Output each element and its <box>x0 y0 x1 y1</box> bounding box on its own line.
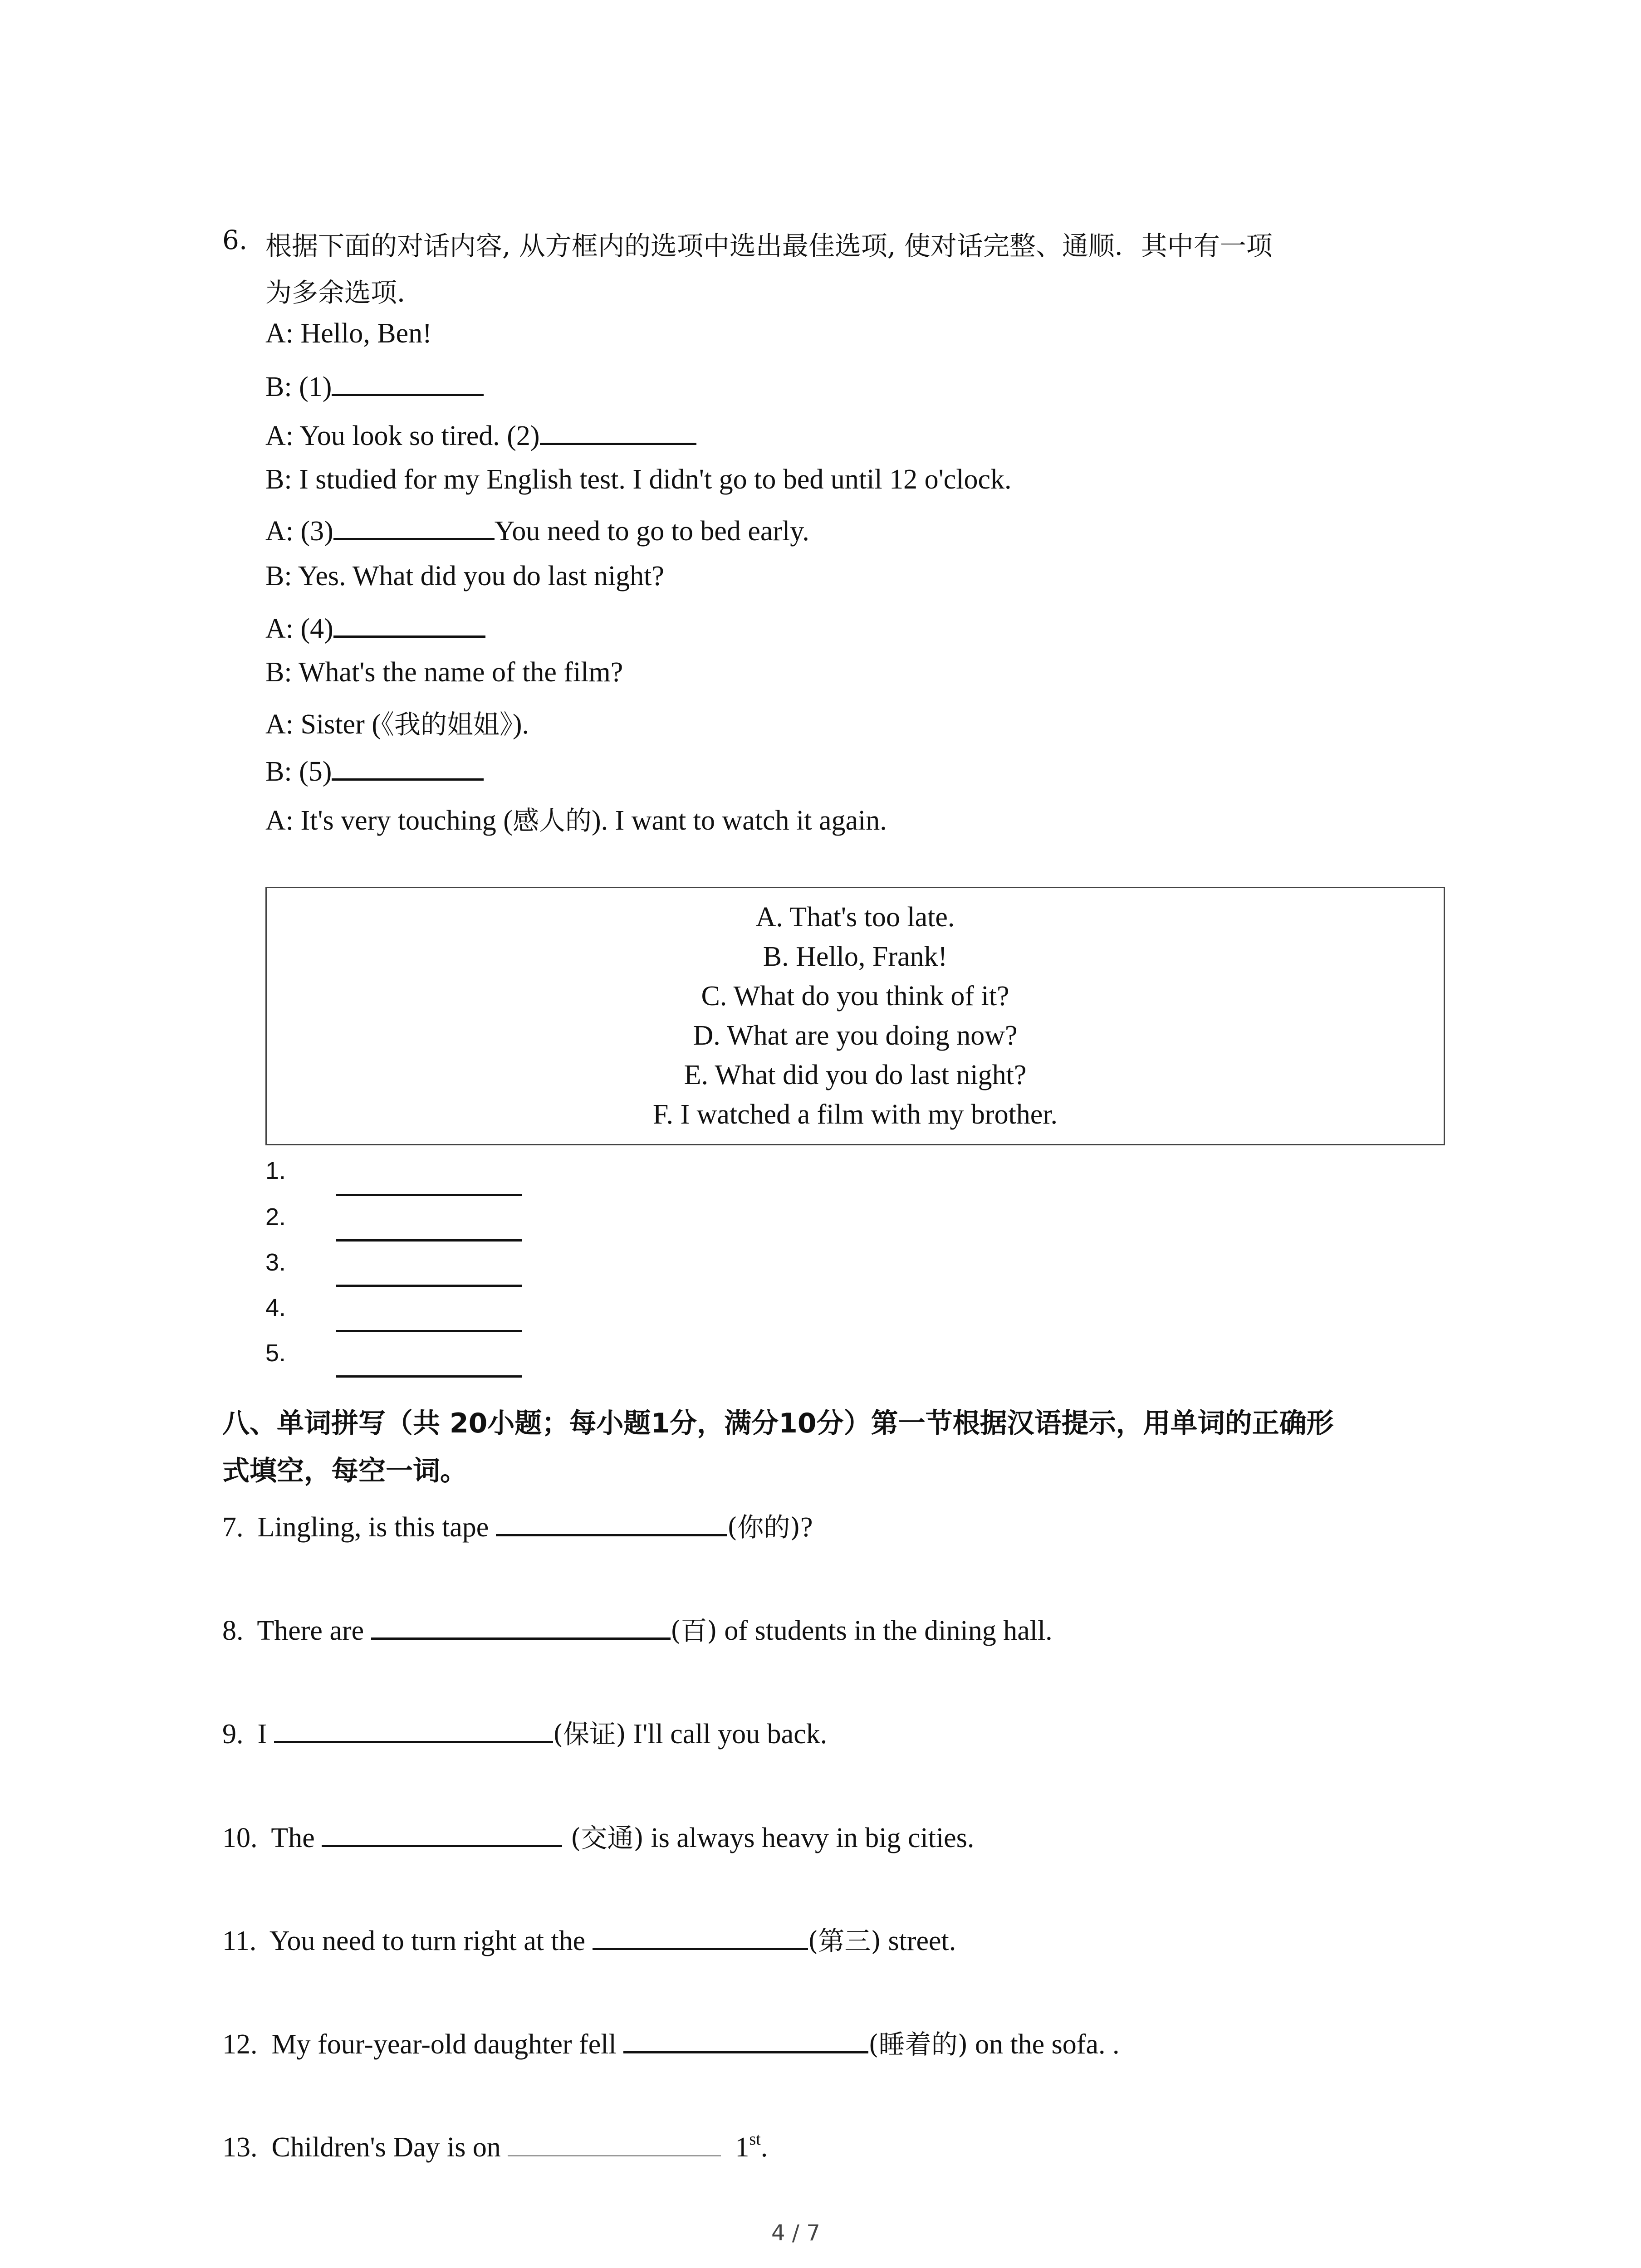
page-number: 4 / 7 <box>771 2220 820 2246</box>
dialogue-line-1: A: Hello, Ben! <box>265 318 432 349</box>
question-7: 7. Lingling, is this tape (你的)? <box>222 1506 813 1544</box>
option-a: A. That's too late. <box>755 902 955 933</box>
q6-instruction-line1: 根据下面的对话内容, 从方框内的选项中选出最佳选项, 使对话完整、通顺．其中有一项 <box>265 230 1273 261</box>
dialogue-line-9: A: Sister (《我的姐姐》). <box>265 709 529 740</box>
answer-number: 4. <box>265 1294 286 1321</box>
question-9: 9. I (保证) I'll call you back. <box>222 1713 827 1751</box>
section8-title-line2: 式填空，每空一词。 <box>222 1455 467 1487</box>
dialogue-line-7: A: (4) <box>265 610 485 645</box>
dialogue-line-11: A: It's very touching (感人的). I want to watch it again. <box>265 805 887 836</box>
option-e: E. What did you do last night? <box>684 1060 1027 1090</box>
answer-blank[interactable] <box>623 2026 868 2053</box>
dialogue-line-4: B: I studied for my English test. I didn't go to bed until 12 o'clock. <box>265 464 1012 495</box>
answer-number: 1. <box>265 1157 286 1184</box>
answer-number: 5. <box>265 1339 286 1367</box>
dialogue-line-8: B: What's the name of the film? <box>265 657 623 688</box>
dialogue-line-6: B: Yes. What did you do last night? <box>265 561 664 591</box>
question-12: 12. My four-year-old daughter fell (睡着的) on the sofa. . <box>222 2023 1119 2061</box>
q6-number: 6. <box>222 225 248 255</box>
answer-blank[interactable] <box>508 2130 721 2156</box>
dialogue-line-2: B: (1) <box>265 368 484 403</box>
answer-blank[interactable] <box>322 1819 562 1847</box>
answer-number: 2. <box>265 1203 286 1231</box>
option-f: F. I watched a film with my brother. <box>652 1099 1058 1130</box>
answer-blank[interactable] <box>332 753 484 781</box>
answer-blank[interactable] <box>332 368 484 396</box>
answer-blank[interactable] <box>540 417 696 445</box>
answer-line-1[interactable] <box>336 1194 522 1196</box>
answer-line-3[interactable] <box>336 1285 522 1287</box>
question-10: 10. The (交通) is always heavy in big cities. <box>222 1817 974 1855</box>
answer-blank[interactable] <box>496 1509 727 1536</box>
question-13: 13. Children's Day is on 1st. <box>222 2129 768 2163</box>
answer-line-4[interactable] <box>336 1330 522 1332</box>
answer-line-2[interactable] <box>336 1239 522 1242</box>
answer-number: 3. <box>265 1249 286 1276</box>
option-d: D. What are you doing now? <box>693 1020 1018 1051</box>
section8-title-line1: 八、单词拼写（共 20小题；每小题1分，满分10分）第一节根据汉语提示，用单词的正确形 <box>222 1408 1334 1439</box>
options-box <box>265 887 1445 1145</box>
answer-blank[interactable] <box>333 610 485 638</box>
answer-blank[interactable] <box>371 1612 671 1640</box>
answer-blank[interactable] <box>333 513 495 540</box>
q6-instruction-line2: 为多余选项． <box>265 277 424 308</box>
option-b: B. Hello, Frank! <box>763 941 948 972</box>
question-11: 11. You need to turn right at the (第三) street. <box>222 1920 956 1958</box>
answer-blank[interactable] <box>593 1922 808 1950</box>
dialogue-line-10: B: (5) <box>265 753 484 788</box>
option-c: C. What do you think of it? <box>701 981 1009 1012</box>
answer-line-5[interactable] <box>336 1375 522 1378</box>
dialogue-line-3: A: You look so tired. (2) <box>265 417 696 452</box>
question-8: 8. There are (百) of students in the dining hall. <box>222 1609 1053 1647</box>
answer-blank[interactable] <box>274 1716 553 1743</box>
dialogue-line-5: A: (3) You need to go to bed early. <box>265 513 809 547</box>
